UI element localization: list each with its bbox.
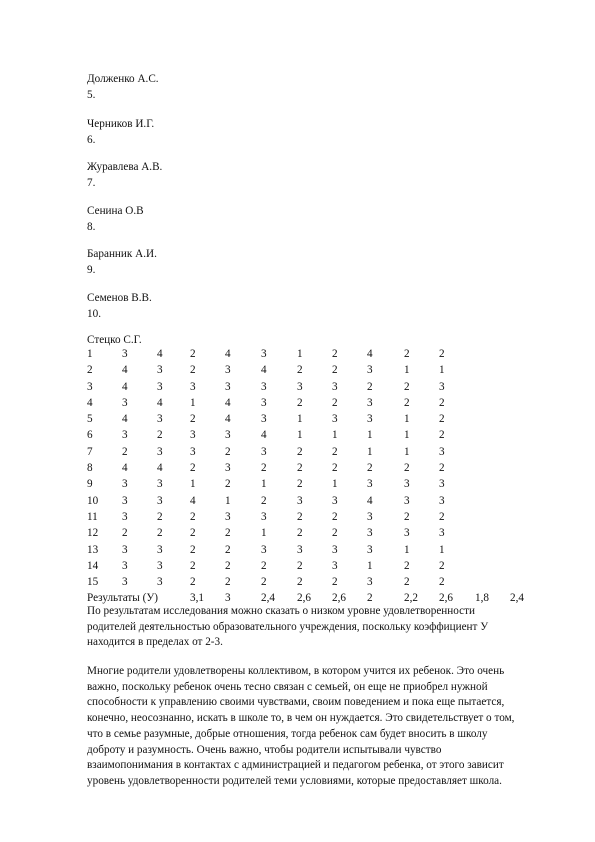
score-cell: 1: [404, 445, 410, 458]
score-cell: 1: [404, 429, 410, 442]
score-cell: 3: [439, 494, 445, 507]
score-cell: 3: [157, 445, 163, 458]
table-row: [87, 364, 547, 380]
entry-name: Сенина О.В: [87, 205, 144, 217]
score-cell: 1: [332, 429, 338, 442]
paragraph-discussion: [87, 664, 532, 790]
score-cell: 1: [367, 429, 373, 442]
score-cell: 3: [367, 543, 373, 556]
score-cell: 3: [157, 478, 163, 491]
entry-name: Семенов В.В.: [87, 292, 152, 304]
table-row: [87, 544, 547, 560]
table-row: [87, 560, 547, 576]
table-row: [87, 381, 547, 397]
score-cell: 2: [297, 576, 303, 589]
score-cell: 2: [261, 462, 267, 475]
score-cell: 4: [122, 413, 128, 426]
score-cell: 2: [225, 527, 231, 540]
score-cell: 3: [122, 559, 128, 572]
score-cell: 2: [261, 576, 267, 589]
row-number: 14: [87, 559, 99, 572]
score-cell: 2: [332, 396, 338, 409]
score-cell: 2: [439, 559, 445, 572]
score-cell: 3: [367, 413, 373, 426]
score-cell: 3: [122, 494, 128, 507]
entry-number: 7.: [87, 177, 96, 189]
score-cell: 4: [122, 380, 128, 393]
score-cell: 2: [332, 527, 338, 540]
score-cell: 3: [261, 445, 267, 458]
paragraph-line: способности к управлению своими чувствами, своим поведением и пока еще пытается,: [87, 696, 505, 709]
score-cell: 4: [225, 413, 231, 426]
score-cell: 2: [297, 478, 303, 491]
row-number: 4: [87, 396, 93, 409]
row-number: 8: [87, 462, 93, 475]
score-cell: 3: [122, 510, 128, 523]
score-cell: 3: [261, 543, 267, 556]
score-cell: 2: [439, 348, 445, 360]
score-cell: 1: [404, 413, 410, 426]
score-cell: 3: [157, 364, 163, 377]
score-cell: 4: [157, 462, 163, 475]
score-cell: 4: [261, 429, 267, 442]
score-cell: 2: [297, 445, 303, 458]
paragraph-line: По результатам исследования можно сказать о низком уровне удовлетворенности: [87, 605, 475, 617]
score-cell: 3: [332, 543, 338, 556]
score-cell: 2: [122, 527, 128, 540]
score-cell: 1: [439, 364, 445, 377]
result-value: 2,6: [297, 592, 311, 605]
score-cell: 2: [439, 576, 445, 589]
score-cell: 3: [261, 380, 267, 393]
score-cell: 3: [122, 348, 128, 360]
score-cell: 2: [404, 380, 410, 393]
entry-name-last: Стецко С.Г.: [87, 334, 142, 346]
score-cell: 3: [261, 413, 267, 426]
score-cell: 3: [297, 380, 303, 393]
score-cell: 2: [439, 510, 445, 523]
row-number: 1: [87, 348, 93, 360]
score-cell: 4: [122, 364, 128, 377]
score-cell: 2: [190, 462, 196, 475]
table-row: [87, 511, 547, 527]
score-cell: 4: [190, 494, 196, 507]
score-cell: 3: [190, 429, 196, 442]
score-cell: 2: [261, 494, 267, 507]
result-value: 2: [367, 592, 373, 605]
score-cell: 4: [367, 348, 373, 360]
score-cell: 2: [157, 510, 163, 523]
score-cell: 1: [332, 478, 338, 491]
paragraph-line: доброту и разумность. Очень важно, чтобы родители испытывали чувство: [87, 743, 442, 756]
score-cell: 4: [225, 348, 231, 360]
entry-name: Журавлева А.В.: [87, 161, 163, 173]
table-row: [87, 495, 547, 511]
entry-name: Черников И.Г.: [87, 118, 155, 130]
score-cell: 3: [439, 527, 445, 540]
score-cell: 4: [122, 462, 128, 475]
row-number: 2: [87, 364, 93, 377]
score-cell: 2: [157, 429, 163, 442]
score-cell: 3: [367, 510, 373, 523]
score-cell: 3: [261, 348, 267, 360]
entry-number: 6.: [87, 134, 96, 146]
score-cell: 2: [225, 445, 231, 458]
score-cell: 3: [297, 543, 303, 556]
table-row: [87, 348, 547, 364]
score-cell: 3: [157, 380, 163, 393]
entry-number: 9.: [87, 264, 96, 276]
score-cell: 2: [367, 380, 373, 393]
score-cell: 4: [225, 396, 231, 409]
score-cell: 3: [404, 494, 410, 507]
score-cell: 2: [332, 510, 338, 523]
results-label: Результаты (У): [87, 592, 158, 605]
row-number: 3: [87, 380, 93, 393]
row-number: 5: [87, 413, 93, 426]
score-cell: 3: [157, 543, 163, 556]
score-cell: 2: [190, 543, 196, 556]
score-cell: 3: [225, 429, 231, 442]
score-cell: 1: [297, 413, 303, 426]
score-cell: 2: [297, 527, 303, 540]
score-cell: 3: [122, 576, 128, 589]
row-number: 15: [87, 576, 99, 589]
score-cell: 2: [439, 429, 445, 442]
score-cell: 3: [157, 576, 163, 589]
score-cell: 3: [439, 380, 445, 393]
score-cell: 3: [367, 527, 373, 540]
paragraph-line: конечно, неосознанно, искать в школе то, в чем он нуждается. Это свидетельствует о том,: [87, 712, 515, 725]
score-cell: 2: [404, 348, 410, 360]
score-cell: 3: [367, 364, 373, 377]
score-cell: 3: [367, 396, 373, 409]
score-cell: 1: [367, 445, 373, 458]
paragraph-line: важно, поскольку ребенок очень тесно связан с семьей, он еще не приобрел нужной: [87, 680, 488, 693]
score-cell: 2: [225, 478, 231, 491]
score-cell: 2: [190, 559, 196, 572]
score-cell: 2: [190, 576, 196, 589]
table-row: [87, 429, 547, 445]
score-cell: 3: [332, 559, 338, 572]
score-cell: 1: [261, 527, 267, 540]
score-cell: 2: [332, 576, 338, 589]
score-cell: 2: [157, 527, 163, 540]
score-cell: 3: [122, 429, 128, 442]
score-cell: 3: [225, 380, 231, 393]
entry-name: Долженко А.С.: [87, 73, 159, 85]
score-cell: 2: [190, 510, 196, 523]
result-value: 3,1: [190, 592, 204, 605]
score-cell: 3: [157, 413, 163, 426]
score-cell: 3: [190, 445, 196, 458]
score-cell: 3: [122, 543, 128, 556]
score-cell: 1: [297, 429, 303, 442]
score-cell: 2: [297, 559, 303, 572]
score-cell: 3: [157, 494, 163, 507]
score-cell: 3: [261, 396, 267, 409]
score-cell: 2: [332, 445, 338, 458]
score-cell: 2: [297, 510, 303, 523]
score-cell: 1: [190, 396, 196, 409]
score-cell: 2: [225, 559, 231, 572]
table-row: [87, 446, 547, 462]
score-cell: 4: [157, 396, 163, 409]
row-number: 9: [87, 478, 93, 491]
score-cell: 4: [157, 348, 163, 360]
table-row: [87, 462, 547, 478]
score-cell: 2: [190, 413, 196, 426]
result-value: 2,6: [332, 592, 346, 605]
paragraph-line: Многие родители удовлетворены коллективом, в котором учится их ребенок. Это очень: [87, 665, 505, 677]
result-value: 2,6: [439, 592, 453, 605]
table-row: [87, 576, 547, 592]
row-number: 6: [87, 429, 93, 442]
result-value: 1,8: [475, 592, 489, 605]
score-cell: 2: [225, 576, 231, 589]
score-cell: 3: [439, 478, 445, 491]
paragraph-line: что в семье разумные, добрые отношения, тогда ребенок сам будет вносить в школу: [87, 727, 488, 740]
score-cell: 3: [157, 559, 163, 572]
score-cell: 3: [225, 462, 231, 475]
entry-number: 5.: [87, 89, 96, 101]
entry-name: Баранник А.И.: [87, 248, 157, 260]
row-number: 7: [87, 445, 93, 458]
result-value: 2,2: [404, 592, 418, 605]
row-number: 11: [87, 510, 98, 523]
table-row: [87, 478, 547, 494]
score-cell: 3: [367, 478, 373, 491]
score-cell: 2: [332, 364, 338, 377]
table-row: [87, 413, 547, 429]
row-number: 12: [87, 527, 99, 540]
score-cell: 2: [439, 396, 445, 409]
score-cell: 3: [332, 494, 338, 507]
score-cell: 1: [261, 478, 267, 491]
table-row: [87, 397, 547, 413]
score-cell: 3: [261, 510, 267, 523]
score-cell: 3: [404, 478, 410, 491]
score-cell: 3: [122, 396, 128, 409]
score-cell: 3: [225, 510, 231, 523]
score-cell: 4: [261, 364, 267, 377]
score-cell: 3: [404, 527, 410, 540]
score-cell: 3: [122, 478, 128, 491]
score-cell: 2: [332, 462, 338, 475]
table-row: [87, 527, 547, 543]
result-value: 2,4: [510, 592, 524, 605]
score-cell: 2: [439, 462, 445, 475]
score-cell: 2: [439, 413, 445, 426]
score-cell: 2: [332, 348, 338, 360]
result-value: 2,4: [261, 592, 275, 605]
score-cell: 1: [439, 543, 445, 556]
score-cell: 2: [261, 559, 267, 572]
score-cell: 2: [404, 510, 410, 523]
score-cell: 2: [297, 396, 303, 409]
entry-number: 10.: [87, 308, 101, 320]
row-number: 10: [87, 494, 99, 507]
score-cell: 2: [297, 462, 303, 475]
entry-number: 8.: [87, 221, 96, 233]
score-cell: 1: [404, 543, 410, 556]
paragraph-line: находится в пределах от 2-3.: [87, 636, 223, 649]
result-value: 3: [225, 592, 231, 605]
score-cell: 3: [332, 413, 338, 426]
score-cell: 3: [332, 380, 338, 393]
score-cell: 2: [367, 462, 373, 475]
score-cell: 3: [439, 445, 445, 458]
score-cell: 1: [367, 559, 373, 572]
paragraph-line: взаимопонимания в контактах с администрацией и педагогом ребенка, от этого зависит: [87, 759, 504, 772]
score-cell: 4: [367, 494, 373, 507]
score-cell: 1: [190, 478, 196, 491]
score-cell: 2: [404, 462, 410, 475]
score-cell: 1: [404, 364, 410, 377]
score-cell: 1: [297, 348, 303, 360]
paragraph-line: родителей деятельностью образовательного учреждения, поскольку коэффициент У: [87, 620, 489, 633]
score-cell: 2: [404, 396, 410, 409]
paragraph-line: уровень удовлетворенности родителей теми условиями, которые предоставляет школа.: [87, 774, 502, 787]
score-cell: 2: [190, 527, 196, 540]
paragraph-conclusion: [87, 604, 532, 651]
score-cell: 2: [404, 576, 410, 589]
score-cell: 1: [225, 494, 231, 507]
row-number: 13: [87, 543, 99, 556]
score-cell: 3: [367, 576, 373, 589]
score-cell: 2: [122, 445, 128, 458]
score-cell: 2: [190, 348, 196, 360]
score-cell: 2: [404, 559, 410, 572]
score-cell: 2: [225, 543, 231, 556]
score-cell: 2: [297, 364, 303, 377]
score-cell: 2: [190, 364, 196, 377]
score-table: [87, 348, 547, 609]
score-cell: 3: [297, 494, 303, 507]
score-cell: 3: [225, 364, 231, 377]
score-cell: 3: [190, 380, 196, 393]
